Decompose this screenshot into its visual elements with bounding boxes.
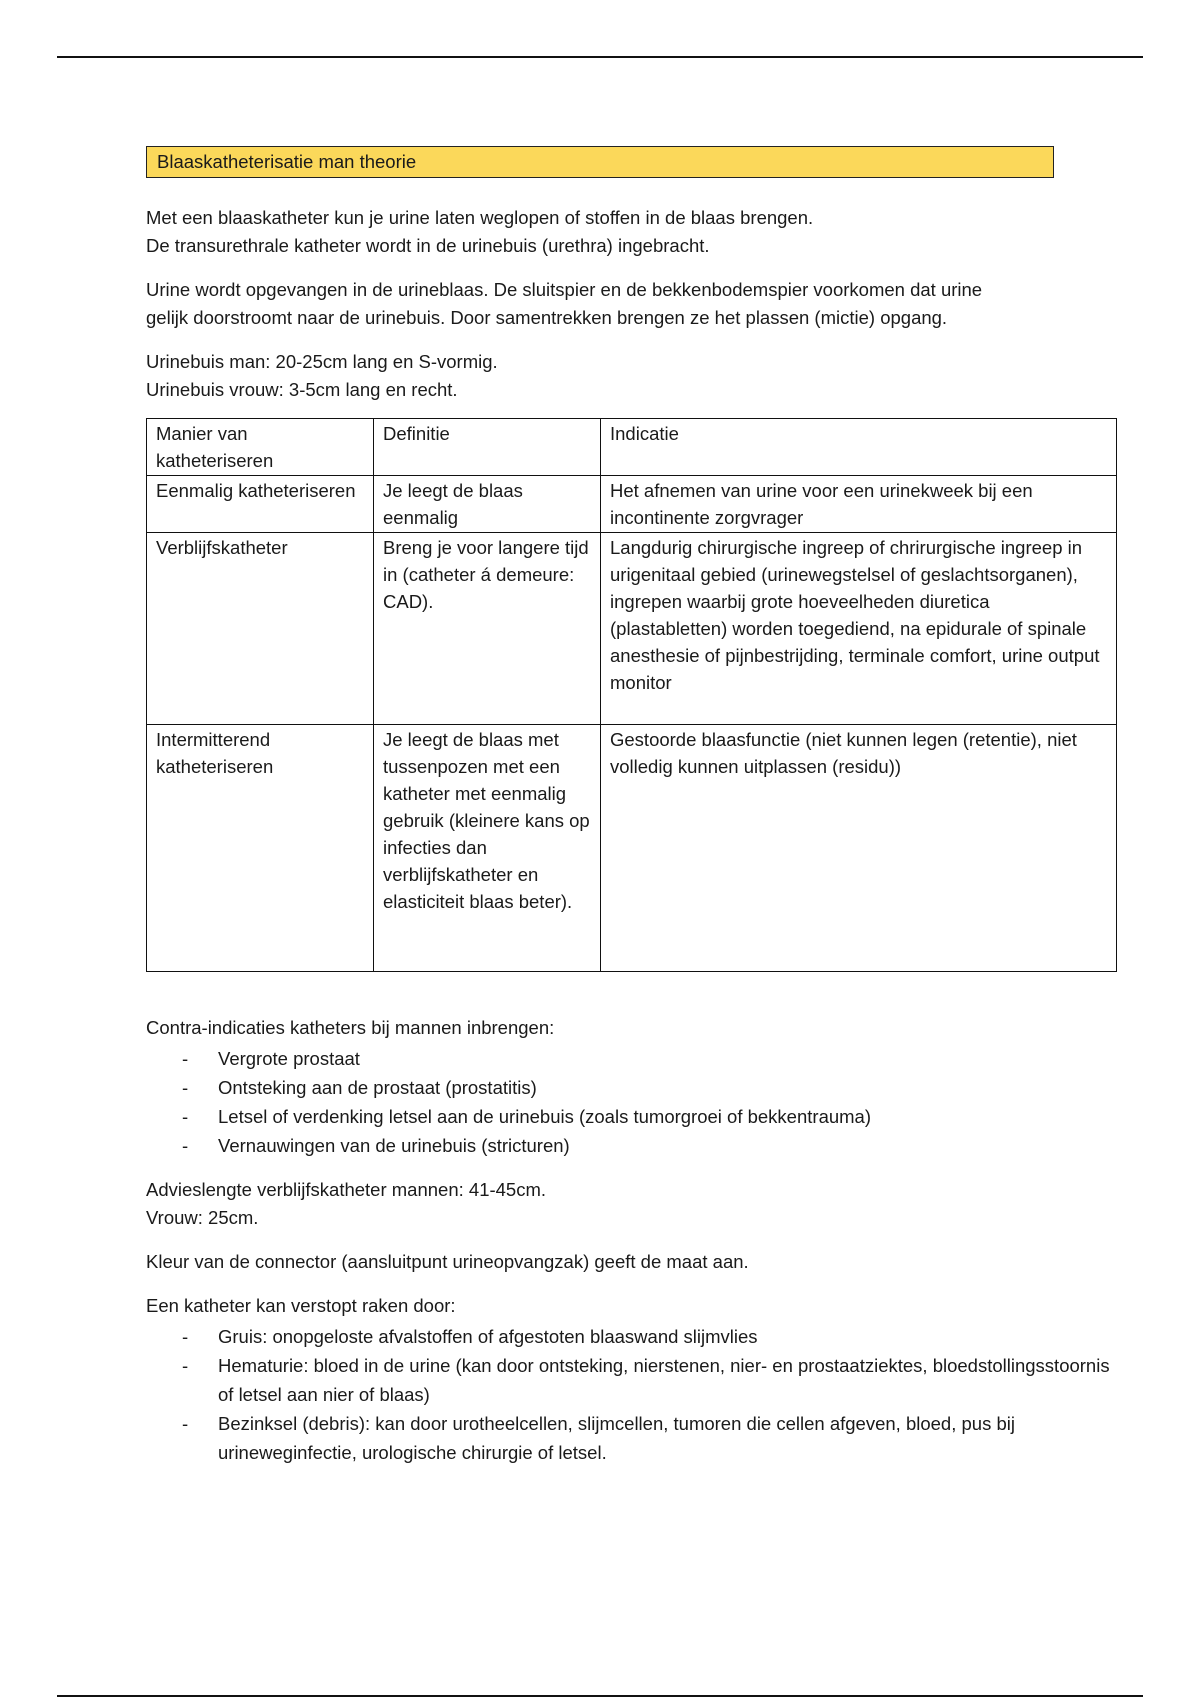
dash-bullet: - [182, 1355, 189, 1376]
list-item-text: Gruis: onopgeloste afvalstoffen of afgestoten blaaswand slijmvlies [218, 1326, 758, 1347]
header-definitie: Definitie [374, 419, 601, 476]
section-title: Blaaskatheterisatie man theorie [146, 146, 1054, 178]
dash-bullet: - [182, 1326, 189, 1347]
katheter-table [146, 418, 1117, 972]
verstopt-heading: Een katheter kan verstopt raken door: [146, 1295, 456, 1316]
list-item-text: Vernauwingen van de urinebuis (stricturen) [218, 1135, 570, 1156]
cell-manier: Eenmalig katheteriseren [147, 476, 374, 533]
list-item [146, 1322, 1126, 1351]
cell-indicatie: Langdurig chirurgische ingreep of chrirurgische ingreep in urigenitaal gebied (urinewegstelsel of geslachtsorganen), ingrepen waarbij grote hoeveelheden diuretica (plastabletten) worden toegediend, na epidurale of spinale anesthesie of pijnbestrijding, terminale comfort, urine output monitor [601, 533, 1117, 725]
list-item-text: Bezinksel (debris): kan door urotheelcellen, slijmcellen, tumoren die cellen afgeven, bloed, pus bij urineweginfectie, urologische chirurgie of letsel. [218, 1413, 1015, 1463]
list-item-text: Hematurie: bloed in de urine (kan door ontsteking, nierstenen, nier- en prostaatziektes, bloedstollingsstoornis of letsel aan nier of blaas) [218, 1355, 1110, 1405]
table-row [147, 725, 1117, 972]
list-item-text: Vergrote prostaat [218, 1048, 360, 1069]
list-item [146, 1073, 1126, 1102]
contra-list [146, 1044, 1126, 1160]
dash-bullet: - [182, 1413, 189, 1434]
verstopt-list [146, 1322, 1126, 1467]
urinebuis-man: Urinebuis man: 20-25cm lang en S-vormig. [146, 351, 498, 372]
urinebuis-vrouw: Urinebuis vrouw: 3-5cm lang en recht. [146, 379, 458, 400]
header-indicatie: Indicatie [601, 419, 1117, 476]
advies-man: Advieslengte verblijfskatheter mannen: 41-45cm. [146, 1179, 547, 1200]
contra-heading: Contra-indicaties katheters bij mannen inbrengen: [146, 1017, 555, 1038]
urine-paragraph: Urine wordt opgevangen in de urineblaas. De sluitspier en de bekkenbodemspier voorkomen dat urine gelijk doorstroomt naar de urinebuis. Door samentrekken brengen ze het plassen (mictie) opgang. [146, 279, 983, 328]
list-item-text: Letsel of verdenking letsel aan de urinebuis (zoals tumorgroei of bekkentrauma) [218, 1106, 872, 1127]
list-item [146, 1409, 1126, 1467]
table-row [147, 476, 1117, 533]
list-item [146, 1102, 1126, 1131]
dash-bullet: - [182, 1106, 189, 1127]
top-rule [57, 56, 1143, 58]
list-item [146, 1131, 1126, 1160]
document-body [146, 146, 1126, 1467]
cell-manier: Verblijfskatheter [147, 533, 374, 725]
list-item [146, 1351, 1126, 1409]
dash-bullet: - [182, 1135, 189, 1156]
cell-definitie: Breng je voor langere tijd in (catheter á demeure: CAD). [374, 533, 601, 725]
table-row [147, 533, 1117, 725]
header-manier: Manier van katheteriseren [147, 419, 374, 476]
cell-manier: Intermitterend katheteriseren [147, 725, 374, 972]
cell-indicatie: Gestoorde blaasfunctie (niet kunnen legen (retentie), niet volledig kunnen uitplassen (residu)) [601, 725, 1117, 972]
table-header-row [147, 419, 1117, 476]
dash-bullet: - [182, 1077, 189, 1098]
kleur-connector: Kleur van de connector (aansluitpunt urineopvangzak) geeft de maat aan. [146, 1251, 749, 1272]
intro-line-2: De transurethrale katheter wordt in de urinebuis (urethra) ingebracht. [146, 235, 710, 256]
cell-indicatie: Het afnemen van urine voor een urinekweek bij een incontinente zorgvrager [601, 476, 1117, 533]
bottom-rule [57, 1695, 1143, 1697]
intro-line-1: Met een blaaskatheter kun je urine laten weglopen of stoffen in de blaas brengen. [146, 207, 814, 228]
cell-definitie: Je leegt de blaas met tussenpozen met een katheter met eenmalig gebruik (kleinere kans op infecties dan verblijfskatheter en elasticiteit blaas beter). [374, 725, 601, 972]
list-item [146, 1044, 1126, 1073]
cell-definitie: Je leegt de blaas eenmalig [374, 476, 601, 533]
dash-bullet: - [182, 1048, 189, 1069]
advies-vrouw: Vrouw: 25cm. [146, 1207, 259, 1228]
list-item-text: Ontsteking aan de prostaat (prostatitis) [218, 1077, 537, 1098]
